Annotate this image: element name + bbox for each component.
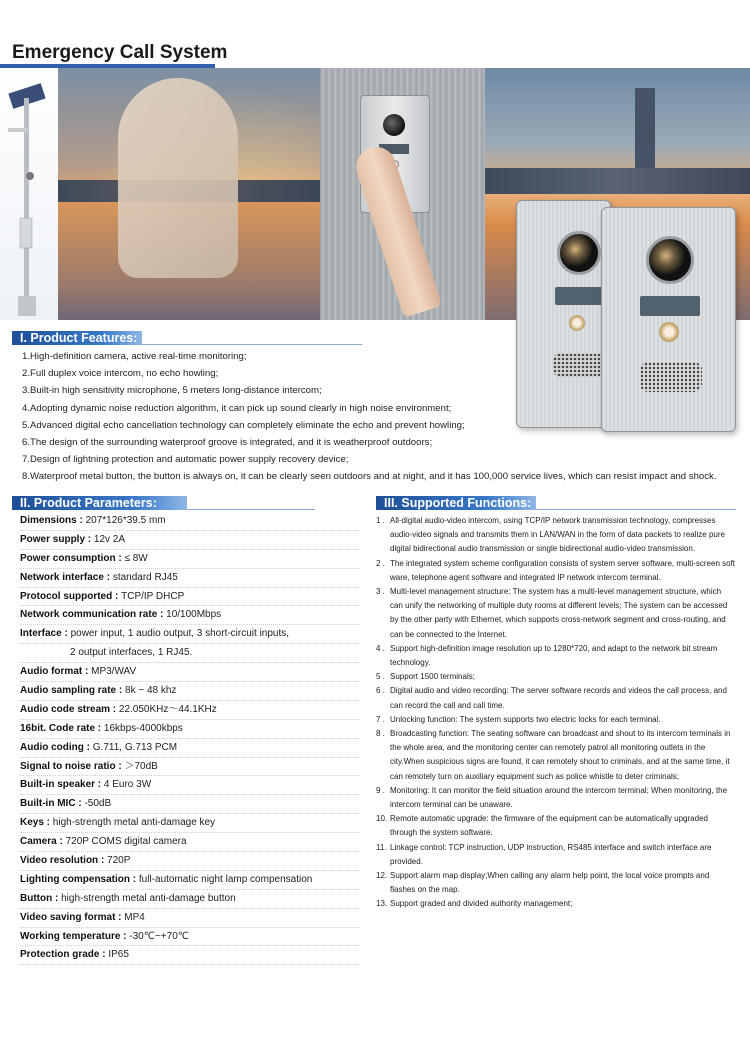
wall-intercom-photo bbox=[320, 68, 485, 320]
param-value: 2 output interfaces, 1 RJ45. bbox=[70, 647, 193, 659]
param-row bbox=[20, 739, 360, 758]
lakeside-photo bbox=[58, 68, 320, 320]
function-item bbox=[376, 897, 736, 911]
param-label: Audio format : bbox=[20, 666, 92, 678]
feature-item: 8.Waterproof metal button, the button is always on, it can be clearly seen outdoors and at night, and it has 100,000 service lives, which can resist impact and shock. bbox=[22, 471, 717, 483]
function-item bbox=[376, 784, 736, 812]
function-text: Broadcasting function: The seating software can broadcast and shout to its intercom terminals in the whole area, and the monitoring center can remotely patrol all monitoring outlets in the city.When suspicious signs are found, it can remotely shout to criminals, and at the same time, it can remotely turn on auxiliary equipment such as police whistle to deter criminals; bbox=[390, 729, 731, 781]
function-item bbox=[376, 727, 736, 784]
param-row bbox=[20, 531, 360, 550]
function-number: 13. bbox=[376, 899, 388, 909]
param-row bbox=[20, 946, 360, 965]
feature-item: 5.Advanced digital echo cancellation technology can completely eliminate the echo and prevent howling; bbox=[22, 419, 465, 431]
param-row bbox=[20, 890, 360, 909]
function-number: 4 . bbox=[376, 643, 385, 653]
function-item bbox=[376, 869, 736, 897]
param-label: Interface : bbox=[20, 628, 71, 640]
function-item bbox=[376, 713, 736, 727]
functions-list bbox=[376, 514, 736, 912]
param-value: full-automatic night lamp compensation bbox=[138, 873, 313, 885]
feature-item: 1.High-definition camera, active real-time monitoring; bbox=[22, 351, 247, 362]
param-label: Protocol supported : bbox=[20, 590, 122, 602]
function-item bbox=[376, 670, 736, 684]
street-pole-image bbox=[0, 68, 58, 320]
param-label: Built-in speaker : bbox=[20, 779, 104, 791]
param-value: G.711, G.713 PCM bbox=[92, 741, 178, 753]
function-item bbox=[376, 841, 736, 869]
param-value: 8k ~ 48 khz bbox=[125, 685, 177, 697]
param-label: Protection grade : bbox=[20, 949, 109, 961]
function-number: 1 . bbox=[376, 516, 385, 525]
param-label: Audio sampling rate : bbox=[20, 685, 126, 697]
param-label: Video saving format : bbox=[20, 911, 125, 923]
function-text: The integrated system scheme configuration consists of system server software, multi-screen soft ware, telephone agent software and integrated IP network intercom terminal. bbox=[390, 558, 736, 582]
feature-item: 4.Adopting dynamic noise reduction algorithm, it can pick up sound clearly in high noise environment; bbox=[22, 402, 452, 414]
param-row bbox=[20, 720, 360, 739]
function-number: 2 . bbox=[376, 558, 385, 568]
functions-header: III. Supported Functions: bbox=[376, 496, 536, 510]
param-value: 207*126*39.5 mm bbox=[85, 515, 166, 526]
param-value: MP4 bbox=[124, 911, 145, 923]
param-value: 720P bbox=[107, 855, 131, 867]
param-label: Built-in MIC : bbox=[20, 798, 85, 810]
function-text: Multi-level management structure: The system has a multi-level management structure, which can unify the networking of multiple duty rooms at different levels; The system can be accessed by the other party with Ethernet, which supports cross-network segment and cross-routing, and can be connected to the Internet. bbox=[390, 587, 728, 639]
param-label: 16bit. Code rate : bbox=[20, 722, 104, 734]
param-row bbox=[20, 795, 360, 814]
function-number: 11. bbox=[376, 842, 387, 852]
param-label: Power consumption : bbox=[20, 552, 125, 564]
function-text: Support high-definition image resolution up to 1280*720, and adapt to the network bit stream technology. bbox=[390, 643, 718, 668]
features-list bbox=[22, 348, 750, 486]
function-text: Monitoring: It can monitor the field situation around the intercom terminal; When monitoring, the intercom terminal can be unaware. bbox=[390, 785, 728, 810]
param-value: 16kbps-4000kbps bbox=[103, 722, 183, 734]
features-header-rule bbox=[142, 344, 362, 345]
function-item bbox=[376, 812, 736, 840]
page-title: Emergency Call System bbox=[12, 42, 228, 63]
param-row bbox=[20, 644, 360, 663]
param-row bbox=[20, 512, 360, 531]
param-row bbox=[20, 814, 360, 833]
param-label: Lighting compensation : bbox=[20, 873, 139, 885]
features-header: I. Product Features: bbox=[12, 331, 142, 345]
param-value: high-strength metal anti-damage button bbox=[61, 892, 236, 904]
param-label: Signal to noise ratio : bbox=[20, 760, 125, 772]
function-item bbox=[376, 585, 736, 642]
param-row bbox=[20, 663, 360, 682]
function-number: 12. bbox=[376, 871, 388, 881]
param-row bbox=[20, 928, 360, 947]
param-row bbox=[20, 606, 360, 625]
functions-header-rule bbox=[536, 509, 736, 510]
function-number: 7 . bbox=[376, 714, 385, 724]
function-item bbox=[376, 684, 736, 712]
param-label: Audio code stream : bbox=[20, 703, 119, 715]
param-value: 4 Euro 3W bbox=[103, 779, 152, 791]
params-header: II. Product Parameters: bbox=[12, 496, 187, 510]
param-row bbox=[20, 776, 360, 795]
param-label: Video resolution : bbox=[20, 855, 108, 867]
param-value: -30℃~+70℃ bbox=[129, 930, 189, 942]
function-text: Digital audio and video recording: The server software records and videos the call process, and can record the call and call time. bbox=[390, 686, 727, 710]
param-value: 12v 2A bbox=[93, 533, 126, 545]
param-value: standard RJ45 bbox=[112, 571, 178, 583]
param-label: Power supply : bbox=[20, 533, 94, 545]
param-label: Button : bbox=[20, 892, 62, 904]
param-value: -50dB bbox=[84, 798, 112, 810]
function-item bbox=[376, 557, 736, 585]
param-label: Camera : bbox=[20, 836, 66, 848]
param-value: MP3/WAV bbox=[91, 666, 137, 678]
param-row bbox=[20, 701, 360, 720]
param-row bbox=[20, 909, 360, 928]
param-label: Network communication rate : bbox=[20, 609, 167, 621]
param-label: Working temperature : bbox=[20, 930, 130, 942]
param-value: TCP/IP DHCP bbox=[121, 590, 185, 602]
function-text: Unlocking function: The system supports two electric locks for each terminal. bbox=[390, 714, 661, 724]
feature-item: 2.Full duplex voice intercom, no echo howling; bbox=[22, 368, 219, 380]
param-label: Audio coding : bbox=[20, 741, 93, 753]
function-number: 9 . bbox=[376, 785, 385, 795]
param-row bbox=[20, 625, 360, 644]
function-text: Support graded and divided authority management; bbox=[390, 899, 573, 909]
function-text: Linkage control: TCP instruction, UDP instruction, RS485 interface and switch interface are provided. bbox=[390, 842, 712, 866]
feature-item: 7.Design of lightning protection and automatic power supply recovery device; bbox=[22, 454, 349, 466]
param-row bbox=[20, 852, 360, 871]
param-value: high-strength metal anti-damage key bbox=[52, 817, 216, 829]
params-header-rule bbox=[187, 509, 315, 510]
function-item bbox=[376, 642, 736, 670]
param-value: 720P COMS digital camera bbox=[65, 836, 187, 848]
param-row bbox=[20, 871, 360, 890]
param-value: 10/100Mbps bbox=[166, 609, 222, 621]
param-row bbox=[20, 588, 360, 607]
function-item bbox=[376, 514, 736, 557]
solar-pole-icon bbox=[0, 68, 58, 320]
param-row bbox=[20, 569, 360, 588]
param-value: power input, 1 audio output, 3 short-circuit inputs, bbox=[70, 628, 290, 640]
param-value: ＞70dB bbox=[124, 760, 158, 772]
function-number: 3 . bbox=[376, 587, 385, 597]
param-value: IP65 bbox=[108, 949, 129, 961]
function-number: 5 . bbox=[376, 672, 385, 682]
param-row bbox=[20, 833, 360, 852]
param-label: Keys : bbox=[20, 817, 53, 829]
params-table bbox=[20, 512, 360, 965]
function-number: 10. bbox=[376, 814, 388, 824]
function-text: Support alarm map display;When calling any alarm help point, the local voice prompts and flashes on the map. bbox=[390, 871, 710, 895]
param-label: Network interface : bbox=[20, 571, 113, 583]
param-row bbox=[20, 758, 360, 777]
function-number: 8 . bbox=[376, 729, 385, 739]
feature-item: 3.Built-in high sensitivity microphone, 5 meters long-distance intercom; bbox=[22, 385, 322, 397]
function-text: Remote automatic upgrade: the firmware of the equipment can be automatically upgraded through the system software. bbox=[390, 814, 708, 838]
function-text: Support 1500 terminals; bbox=[390, 672, 475, 682]
param-value: ≤ 8W bbox=[124, 552, 148, 564]
param-row bbox=[20, 550, 360, 569]
function-number: 6 . bbox=[376, 686, 385, 696]
feature-item: 6.The design of the surrounding waterproof groove is integrated, and it is weatherproof outdoors; bbox=[22, 437, 433, 449]
param-row bbox=[20, 682, 360, 701]
function-text: All-digital audio-video intercom, using TCP/IP network transmission technology, compresses audio-video signals and transmits them in LAN/WAN in the form of data packets to realize pure digital bidirectional audio transmission or single bidirectional audio-video transmission. bbox=[390, 516, 725, 554]
param-value: 22.050KHz～44.1KHz bbox=[118, 703, 217, 715]
param-label: Dimensions : bbox=[20, 515, 86, 526]
